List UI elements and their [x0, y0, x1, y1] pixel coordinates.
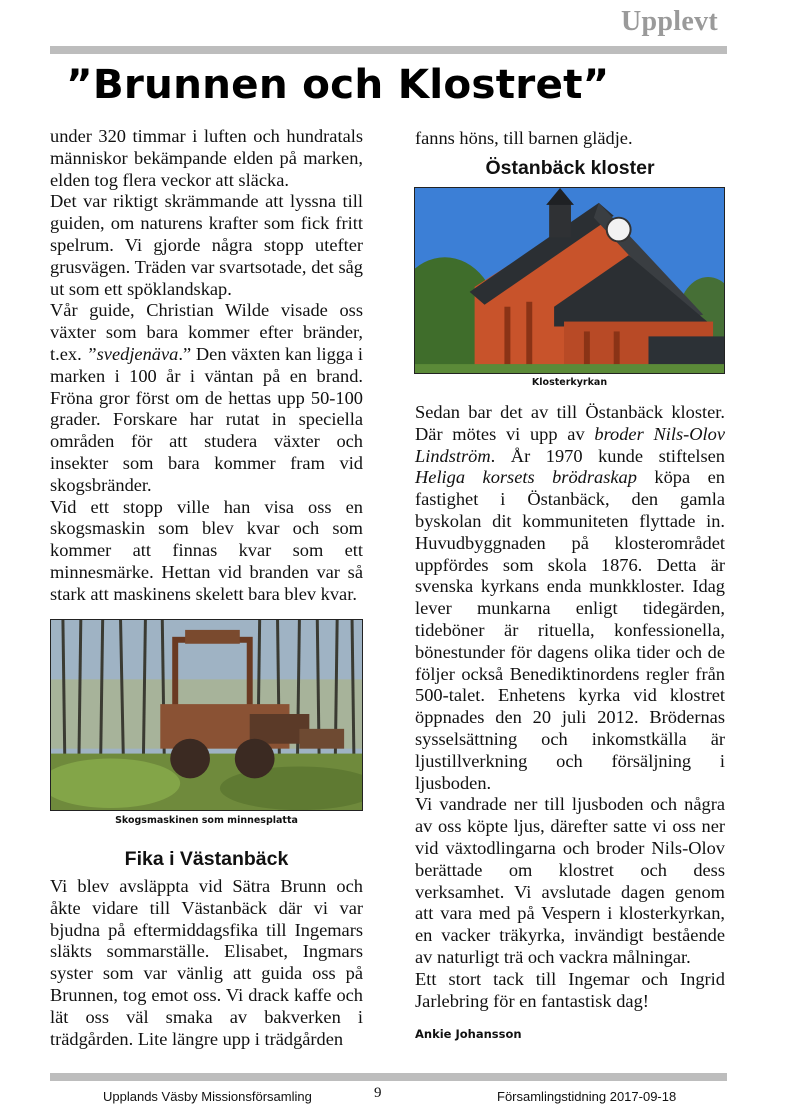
- left-column-text: [50, 126, 363, 606]
- paragraph-part: .” Den växten kan ligga i marken i 100 år i väntan på en brand. Fröna gror först om de hettas upp 50-100 grader. Forskare har rutat in speciella områden för att studera växter och insekter som bara kommer fram vid skogsbränder.: [50, 343, 363, 495]
- header-rule: [50, 46, 727, 54]
- paragraph: under 320 timmar i luften och hundratals människor bekämpande elden på marken, elden tog flera veckor att släcka.: [50, 126, 363, 190]
- paragraph: Ett stort tack till Ingemar och Ingrid Jarlebring för en fantastisk dag!: [415, 968, 725, 1011]
- paragraph-part: Vår guide, Christian Wilde visade oss växter som bara kommer efter bränder, t.ex.: [50, 300, 363, 364]
- forest-machine-photo: [50, 619, 363, 811]
- ostanback-heading: Östanbäck kloster: [485, 157, 655, 179]
- right-intro-text: [415, 128, 725, 150]
- paragraph: fanns höns, till barnen glädje.: [415, 128, 633, 148]
- paragraph-p1: [415, 402, 725, 794]
- church-photo: [414, 187, 725, 374]
- paragraph: Vi vandrade ner till ljusboden och några av oss köpte ljus, därefter satte vi oss ner vid växtodlingarna och broder Nils-Olov berättade om klostret och dess verksamhet. Vi avslutade dagen genom att vara med på Vespern i klosterkyrkan, en vacker träkyrka, invändigt bestående av naturligt trä och vackra målningar.: [415, 794, 725, 967]
- article-headline: ”Brunnen och Klostret”: [66, 60, 610, 108]
- section-label: Upplevt: [621, 6, 718, 37]
- fika-text: [50, 876, 363, 1050]
- page-number: 9: [374, 1085, 382, 1101]
- paragraph-part: köpa en fastighet i Östanbäck, den gamla byskolan dit kommuniteten flyttade in. Huvudbyggnaden på klosterområdet uppfördes som skola 1876. Detta är svenska kyrkans enda munkkloster. Idag lever munkarna enligt tidegärden, tideböner är rituella, konfessionella, bönestunder för dagens olika tider och de följer också Benediktinordens regler från 500-talet. Enhetens kyrka vid klostret öppnades den 20 juli 2012. Brödernas sysselsättning och inkomstkälla är ljustillverkning och försäljning i ljusboden.: [415, 467, 725, 793]
- machine-photo-caption: Skogsmaskinen som minnesplatta: [115, 815, 298, 826]
- footer-rule: [50, 1073, 727, 1081]
- footer-publisher: Upplands Väsby Missionsförsamling: [103, 1089, 312, 1104]
- paragraph-part: Sedan bar det av till Östanbäck kloster. Där mötes vi upp av: [415, 402, 725, 444]
- paragraph-part: . År 1970 kunde stiftelsen: [490, 445, 725, 466]
- italic-name: Heliga korsets brödraskap: [415, 467, 637, 488]
- church-photo-caption: Klosterkyrkan: [531, 377, 608, 388]
- paragraph: Det var riktigt skrämmande att lyssna till guiden, om naturens krafter som fick fritt spelrum. Vi gjorde några stopp utefter grusvägen. Träden var svartsotade, det såg ut som ett spöklandskap.: [50, 191, 363, 299]
- paragraph: Vid ett stopp ville han visa oss en skogsmaskin som blev kvar och som kommer att finnas kvar som ett minnesmärke. Hettan vid branden var så stark att maskinens skelett bara blev kvar.: [50, 496, 363, 604]
- paragraph: Vi blev avsläppta vid Sätra Brunn och åkte vidare till Västanbäck där vi var bjudna på eftermiddagsfika till Ingemars släkts sommarställe. Elisabet, Ingmars syster som var vänlig att guida oss på Brunnen, tog emot oss. Vi drack kaffe och lät oss väl smaka av bakverken i trädgården. Lite längre upp i trädgården: [50, 876, 363, 1049]
- footer-issue-date: Församlingstidning 2017-09-18: [497, 1089, 677, 1104]
- right-column-text: [415, 402, 725, 1012]
- paragraph-svedjenava: [50, 300, 363, 496]
- italic-term: ”svedjenäva: [86, 343, 179, 364]
- author-name: Ankie Johansson: [415, 1027, 522, 1041]
- italic-name: broder Nils-Olov Lindström: [415, 423, 725, 466]
- fika-heading: Fika i Västanbäck: [124, 848, 289, 870]
